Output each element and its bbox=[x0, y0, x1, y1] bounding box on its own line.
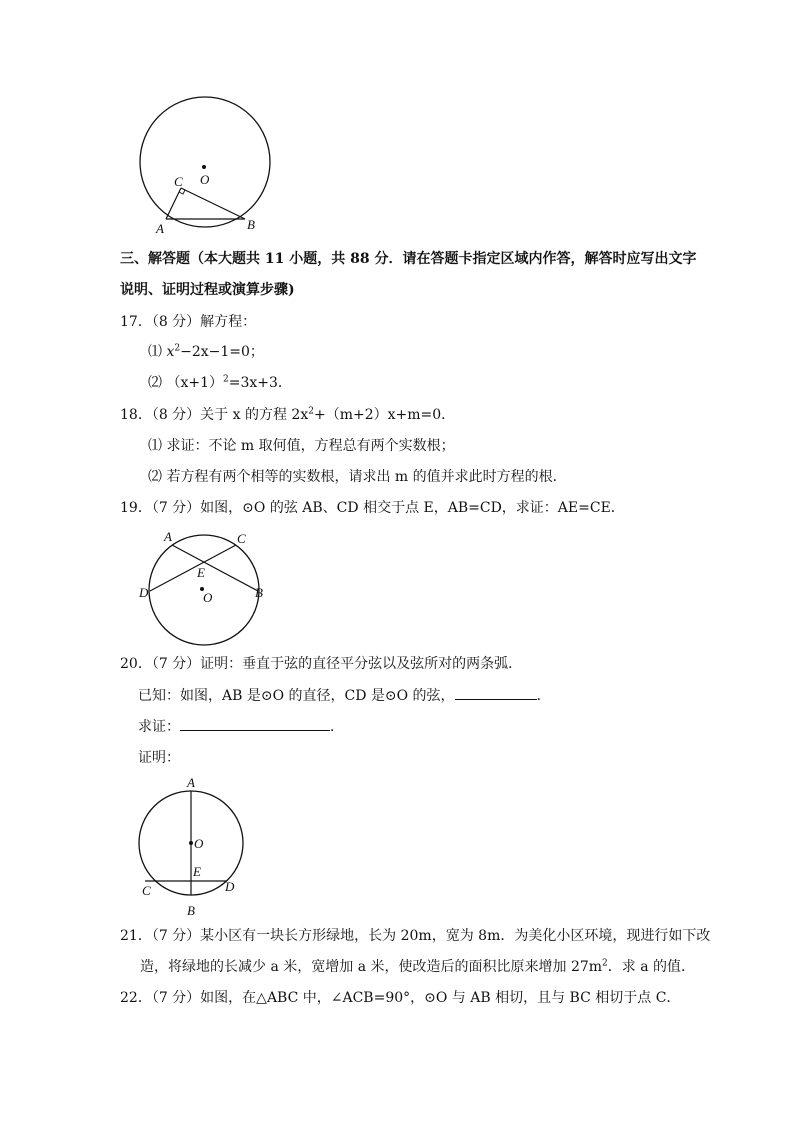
given-answer-blank[interactable] bbox=[455, 687, 537, 700]
label-c: C bbox=[142, 883, 151, 898]
label-a: A bbox=[156, 221, 164, 236]
label-o: O bbox=[203, 590, 213, 605]
circle-outline bbox=[140, 97, 270, 227]
q18-head: 18．（8 分）关于 x 的方程 $2x^2+(m+2)x+m=0$． bbox=[120, 406, 456, 423]
label-a: A bbox=[164, 529, 172, 544]
label-c: C bbox=[237, 531, 246, 546]
q20-given: 已知：如图，AB 是⊙O 的直径，CD 是⊙O 的弦， ． bbox=[138, 688, 551, 704]
label-b: B bbox=[255, 585, 263, 600]
section-3-header-line2: 说明、证明过程或演算步骤) bbox=[120, 282, 295, 298]
label-d: D bbox=[139, 585, 149, 600]
figure-q19-circle-chords bbox=[134, 525, 274, 650]
label-o: O bbox=[194, 836, 204, 851]
chord-ab bbox=[172, 545, 258, 591]
q20-prove: 求证： ． bbox=[138, 719, 344, 735]
label-b: B bbox=[187, 903, 195, 918]
label-e: E bbox=[197, 565, 205, 580]
q21-line2: 造，将绿地的长减少 a 米，宽增加 a 米，使改造后的面积比原来增加 $27m^2$．求 a 的值． bbox=[140, 958, 696, 975]
q17-head: 17．（8 分）解方程： bbox=[120, 314, 257, 330]
prove-answer-blank[interactable] bbox=[180, 718, 330, 731]
q20-head: 20．（7 分）证明：垂直于弦的直径平分弦以及弦所对的两条弧． bbox=[120, 656, 523, 672]
figure-circle-triangle bbox=[130, 92, 290, 242]
segment-ac bbox=[166, 188, 181, 219]
q19-head: 19．（7 分）如图，⊙O 的弦 AB、CD 相交于点 E，AB=CD，求证：AE=CE． bbox=[120, 500, 625, 516]
q17-part1: ⑴ $x^2-2x-1=0$； bbox=[148, 343, 264, 360]
center-point bbox=[189, 841, 193, 845]
label-d: D bbox=[225, 879, 235, 894]
label-c: C bbox=[174, 174, 183, 189]
label-e: E bbox=[193, 864, 201, 879]
label-o: O bbox=[200, 172, 210, 187]
q22-line1: 22．（7 分）如图，在△ABC 中，∠ACB=90°，⊙O 与 AB 相切，且与 BC 相切于点 C． bbox=[120, 990, 681, 1006]
chord-cd bbox=[150, 545, 236, 591]
section-3-header-line1: 三、解答题（本大题共 11 小题，共 88 分．请在答题卡指定区域内作答，解答时应写出文字 bbox=[120, 251, 697, 267]
label-b: B bbox=[247, 217, 255, 232]
figure-q20-diameter-chord bbox=[132, 772, 257, 920]
q18-part1: ⑴ 求证：不论 m 取何值，方程总有两个实数根； bbox=[148, 438, 455, 454]
segment-cb bbox=[181, 188, 245, 219]
q18-part2: ⑵ 若方程有两个相等的实数根，请求出 m 的值并求此时方程的根． bbox=[148, 469, 567, 485]
center-point bbox=[202, 165, 206, 169]
q20-proof-label: 证明： bbox=[138, 750, 180, 766]
q17-part2: ⑵ $(x+1)^2=3x+3$． bbox=[148, 374, 292, 391]
q21-line1: 21．（7 分）某小区有一块长方形绿地，长为 20m，宽为 8m．为美化小区环境，现进行如下改 bbox=[120, 928, 711, 944]
label-a: A bbox=[187, 775, 195, 790]
